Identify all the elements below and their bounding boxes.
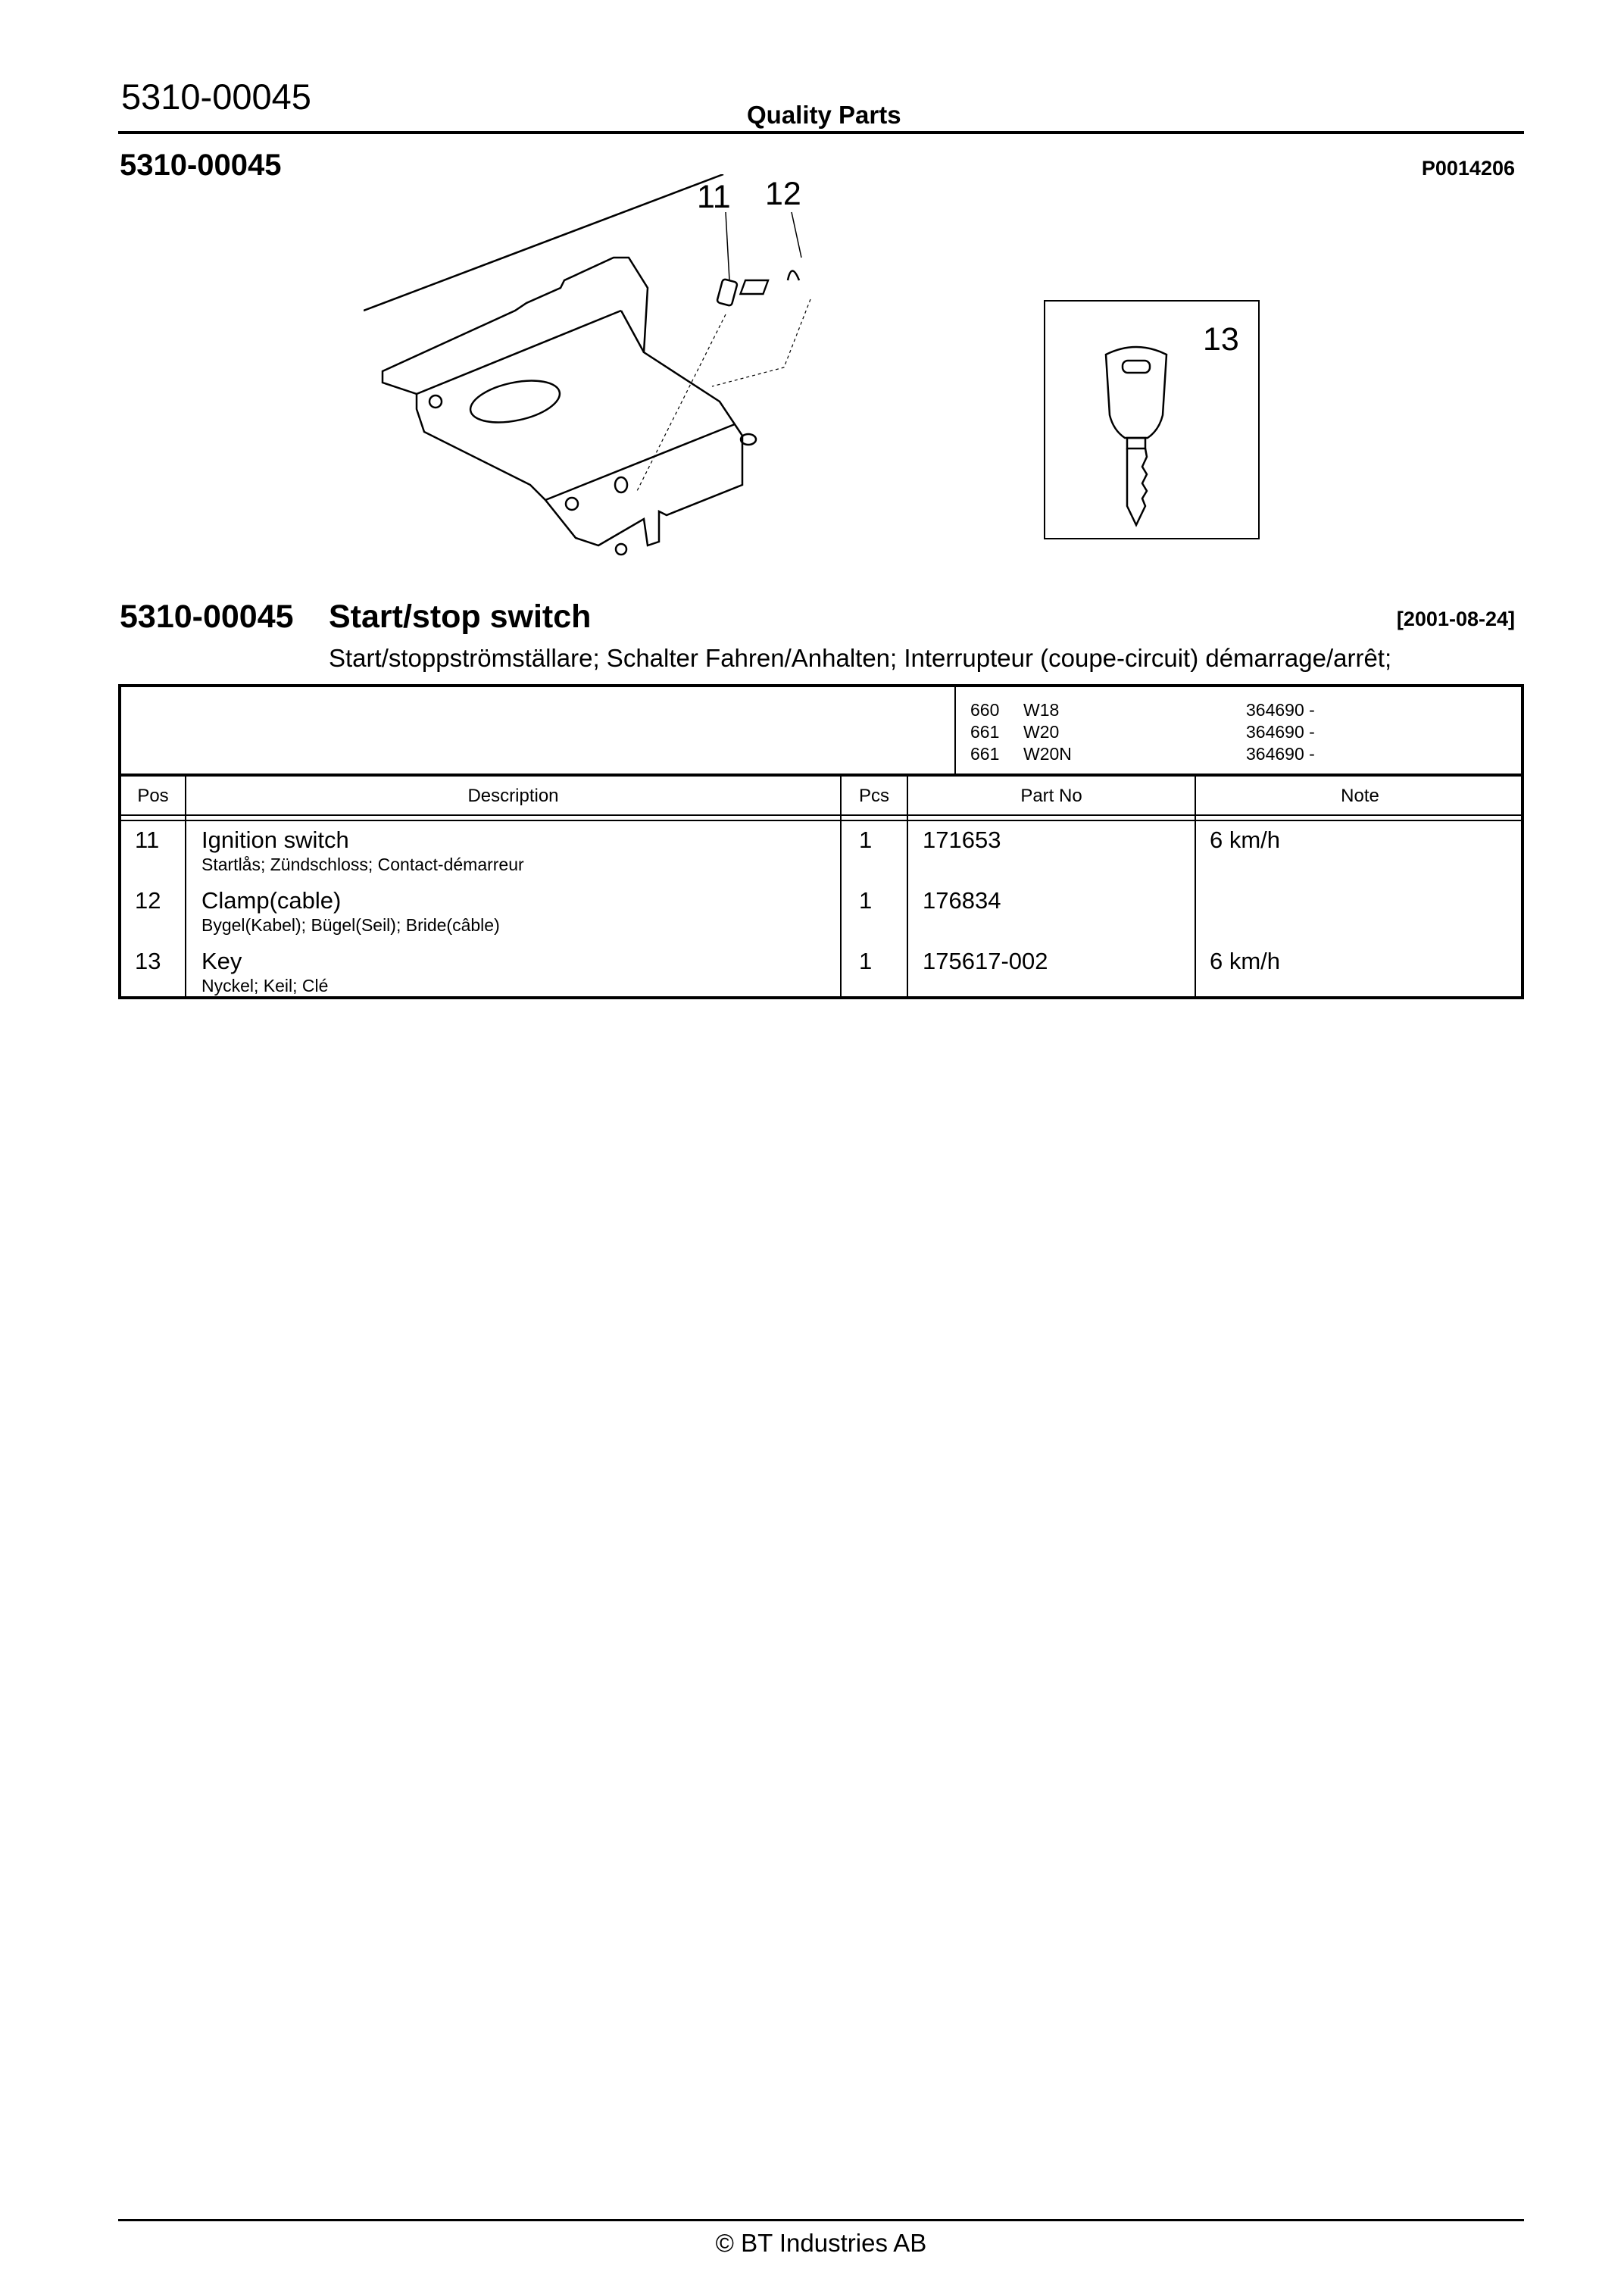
section-date: [2001-08-24] (1396, 608, 1515, 630)
row-pcs: 1 (859, 887, 873, 914)
row-pos: 12 (135, 887, 161, 914)
header-note: Note (1341, 786, 1379, 806)
mount-hole (616, 544, 626, 555)
mount-hole (429, 395, 442, 408)
callout-11: 11 (697, 179, 731, 215)
header-pos: Pos (137, 786, 169, 806)
row-part-no: 175617-002 (923, 948, 1048, 974)
model-name: W20 (1023, 722, 1060, 742)
header-part-no: Part No (1020, 786, 1082, 806)
row-note: 6 km/h (1210, 827, 1281, 853)
model-code: 661 (970, 722, 1000, 742)
model-name: W20N (1023, 744, 1072, 764)
header-rule (118, 131, 1524, 134)
model-name: W18 (1023, 700, 1060, 720)
document-number: 5310-00045 (121, 77, 311, 117)
row-translation: Bygel(Kabel); Bügel(Seil); Bride(câble) (201, 915, 500, 935)
row-translation: Nyckel; Keil; Clé (201, 976, 329, 995)
model-divider (954, 687, 956, 777)
table-rule (121, 820, 1521, 821)
bracket-plate (383, 258, 742, 545)
section-title: Start/stop switch (329, 599, 592, 635)
assembly-line (712, 299, 810, 386)
illustration-id: P0014206 (1421, 157, 1515, 180)
row-pos: 11 (135, 827, 160, 853)
row-translation: Startlås; Zündschloss; Contact-démarreur (201, 855, 524, 874)
section-translations: Start/stoppströmställare; Schalter Fahren/Anhalten; Interrupteur (coupe-circuit) démarrage/arrêt; (329, 644, 1392, 672)
assembly-line (636, 314, 726, 492)
mount-hole (566, 498, 578, 510)
row-part-no: 176834 (923, 887, 1001, 914)
row-description: Clamp(cable) (201, 887, 342, 914)
model-serial: 364690 - (1246, 722, 1315, 742)
callout-13: 13 (1203, 321, 1239, 358)
key-inset-box (1044, 300, 1260, 539)
cable-clamp-loop (788, 271, 799, 281)
table-rule (121, 814, 1521, 816)
cutout-hole (467, 373, 564, 430)
footer-rule (118, 2219, 1524, 2221)
bend-line (545, 424, 735, 500)
row-part-no: 171653 (923, 827, 1001, 853)
row-note: 6 km/h (1210, 948, 1281, 974)
footer-copyright: © BT Industries AB (715, 2229, 927, 2257)
row-description: Ignition switch (201, 827, 349, 853)
mount-hole (615, 477, 627, 492)
leader-line-12 (792, 212, 801, 258)
bracket-illustration (364, 174, 879, 576)
section-number: 5310-00045 (120, 599, 294, 635)
model-serial: 364690 - (1246, 744, 1315, 764)
ignition-switch (717, 279, 738, 306)
key-icon (1091, 339, 1182, 529)
group-number: 5310-00045 (120, 148, 282, 182)
row-pcs: 1 (859, 827, 873, 853)
callout-12: 12 (765, 176, 801, 212)
leader-line-11 (726, 212, 729, 280)
parts-table (118, 684, 1524, 999)
model-serial: 364690 - (1246, 700, 1315, 720)
model-code: 661 (970, 744, 1000, 764)
row-pcs: 1 (859, 948, 873, 974)
header-pcs: Pcs (858, 786, 889, 806)
model-code: 660 (970, 700, 1000, 720)
row-pos: 13 (135, 948, 161, 974)
cable-clamp (740, 280, 768, 294)
brand-label: Quality Parts (747, 101, 901, 129)
header-description: Description (467, 786, 559, 806)
bend-line (621, 311, 644, 352)
row-description: Key (201, 948, 242, 974)
